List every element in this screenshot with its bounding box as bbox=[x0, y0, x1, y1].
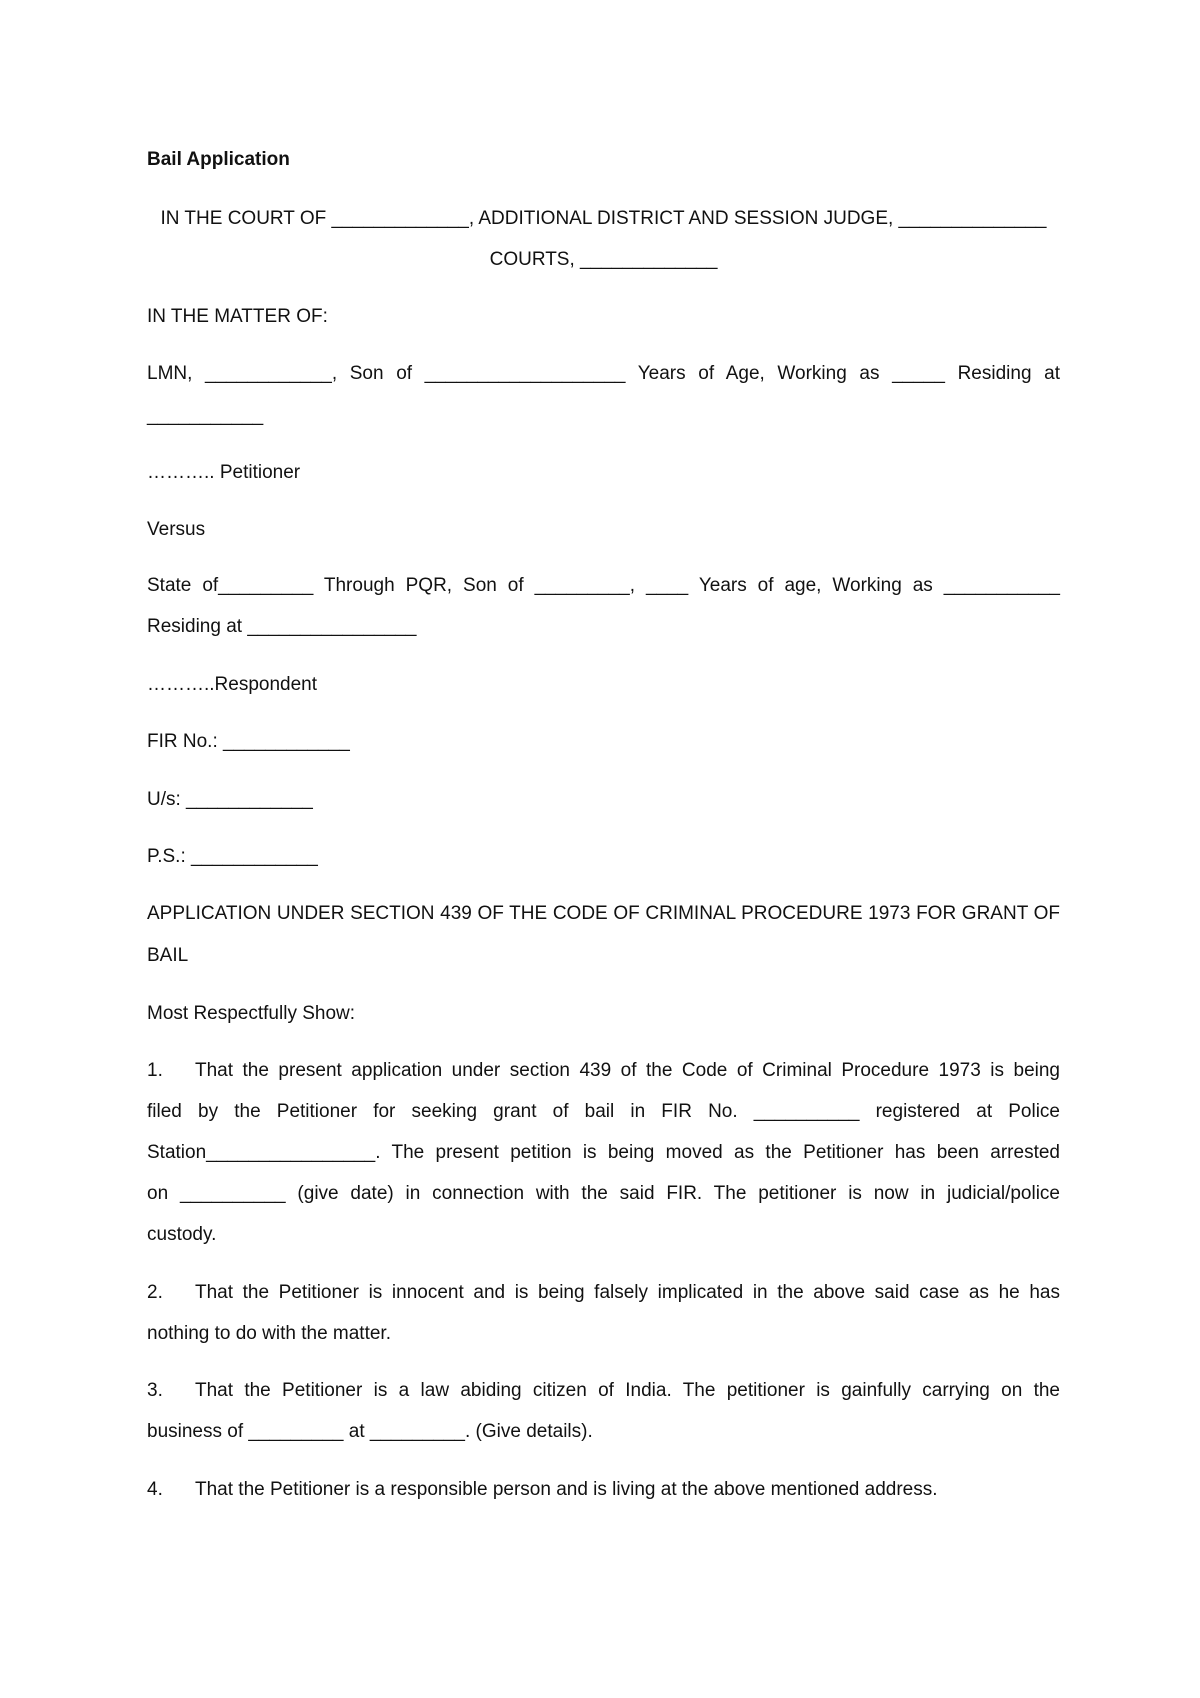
petitioner-line-2: ___________ bbox=[147, 405, 264, 426]
paragraph-number: 1. bbox=[147, 1060, 163, 1081]
paragraph-line: custody. bbox=[147, 1224, 217, 1245]
police-station-field: P.S.: ____________ bbox=[147, 846, 318, 867]
court-line-2: COURTS, _____________ bbox=[489, 249, 718, 270]
paragraph-text: That the present application under section 439 of the Code of Criminal Procedure 1973 is being bbox=[195, 1060, 1060, 1081]
paragraph-line: business of _________ at _________. (Give details). bbox=[147, 1421, 593, 1442]
fir-number-field: FIR No.: ____________ bbox=[147, 731, 350, 752]
paragraph-line: nothing to do with the matter. bbox=[147, 1323, 391, 1344]
paragraph-line: on __________ (give date) in connection with the said FIR. The petitioner is now in judicial/police bbox=[147, 1183, 1060, 1204]
paragraph-text: That the Petitioner is a law abiding citizen of India. The petitioner is gainfully carrying on the bbox=[195, 1380, 1060, 1401]
paragraph-line bbox=[147, 1281, 1060, 1305]
paragraph-number: 2. bbox=[147, 1282, 163, 1303]
matter-heading: IN THE MATTER OF: bbox=[147, 306, 328, 327]
respondent-line-1: State of_________ Through PQR, Son of _________, ____ Years of age, Working as ___________ bbox=[147, 575, 1060, 596]
paragraph-line bbox=[147, 1478, 1060, 1502]
petitioner-line-1: LMN, ____________, Son of ___________________ Years of Age, Working as _____ Residing at bbox=[147, 363, 1060, 384]
paragraph-number: 3. bbox=[147, 1380, 163, 1401]
paragraph-line bbox=[147, 1379, 1060, 1403]
respectfully-show: Most Respectfully Show: bbox=[147, 1003, 356, 1024]
document-title: Bail Application bbox=[147, 149, 290, 170]
versus-label: Versus bbox=[147, 519, 206, 540]
court-line-1: IN THE COURT OF _____________, ADDITIONAL DISTRICT AND SESSION JUDGE, ______________ bbox=[160, 208, 1047, 229]
respondent-line-2: Residing at ________________ bbox=[147, 616, 417, 637]
petitioner-label: ……….. Petitioner bbox=[147, 462, 301, 483]
paragraph-text: That the Petitioner is a responsible person and is living at the above mentioned address. bbox=[195, 1479, 938, 1500]
paragraph-number: 4. bbox=[147, 1479, 163, 1500]
respondent-label: ………..Respondent bbox=[147, 674, 318, 695]
paragraph-line bbox=[147, 1059, 1060, 1083]
application-line-2: BAIL bbox=[147, 945, 189, 966]
paragraph-text: That the Petitioner is innocent and is being falsely implicated in the above said case as he has bbox=[195, 1282, 1060, 1303]
application-line-1: APPLICATION UNDER SECTION 439 OF THE CODE OF CRIMINAL PROCEDURE 1973 FOR GRANT OF bbox=[147, 903, 1060, 924]
paragraph-line: filed by the Petitioner for seeking grant of bail in FIR No. __________ registered at Police bbox=[147, 1101, 1060, 1122]
paragraph-line: Station________________. The present petition is being moved as the Petitioner has been arrested bbox=[147, 1142, 1060, 1163]
under-section-field: U/s: ____________ bbox=[147, 789, 313, 810]
